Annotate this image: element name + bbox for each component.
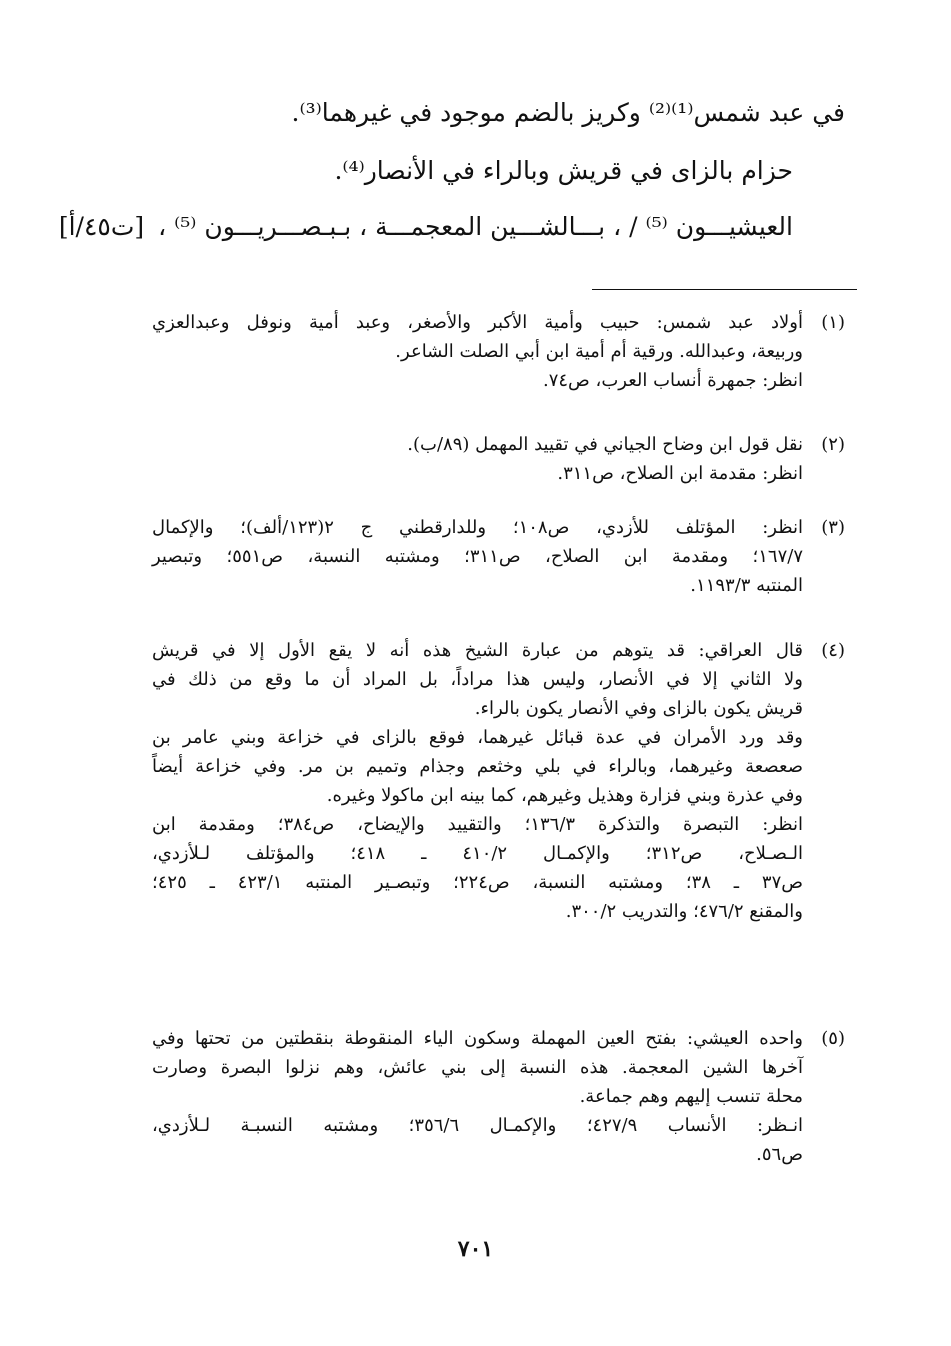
footnote-number: (٣) xyxy=(821,517,845,538)
footnote-body xyxy=(152,636,803,926)
footnote-number: (٤) xyxy=(821,640,845,661)
footnote-line: وقد ورد الأمران في عدة قبائل غيرهما، فوقع بالزاى في خزاعة وبني عامر بن xyxy=(152,727,803,748)
footnote-line: محلة تنسب إليهم وهم جماعة. xyxy=(579,1086,803,1107)
footnote-line: وفي عذرة وبني فزارة وهذيل وغيرهم، كما بينه ابن ماكولا وغيره. xyxy=(326,785,803,806)
footnote-line: انظر: المؤتلف للأزدي، ص١٠٨؛ وللدارقطني ج ٢(١٢٣/ألف)؛ والإكمال xyxy=(152,517,803,538)
main-text-line-3-text: العيشيـــون ⁽⁵⁾ / ، بـــالشـــين المعجمـــة ، بـبـصـــريـــون ⁽⁵⁾ ، xyxy=(158,212,793,241)
footnote-line: الـصـلاح، ص٣١٢؛ والإكمـال ٤١٠/٢ ـ ٤١٨؛ والمؤتلف لـلأزدي، xyxy=(152,843,804,864)
footnote-line: نقل قول ابن وضاح الجياني في تقييد المهمل (٨٩/ب). xyxy=(407,434,803,455)
footnote-body xyxy=(152,430,803,488)
main-text-line-3 xyxy=(59,210,793,244)
footnote-line: المنتبه ١١٩٣/٣. xyxy=(690,575,803,596)
footnote-line: أولاد عبد شمس: حبيب وأمية الأكبر والأصغر، وعبد أمية ونوفل وعبدالعزي xyxy=(152,312,803,333)
footnote-line: والمقنع ٤٧٦/٢؛ والتدريب ٣٠٠/٢. xyxy=(565,901,803,922)
main-text-line-1-text: في عبد شمس⁽¹⁾⁽²⁾ وكريز بالضم موجود في غيرهما⁽³⁾. xyxy=(291,98,845,127)
footnote-4 xyxy=(152,636,845,926)
footnote-line: ١٦٧/٧؛ ومقدمة ابن الصلاح، ص٣١١؛ ومشتبه النسبة، ص٥٥١؛ وتبصير xyxy=(152,546,803,567)
footnote-line: انـظر: الأنساب ٤٢٧/٩؛ والإكمـال ٣٥٦/٦؛ ومشتبه النسبـة لـلأزدي، xyxy=(152,1115,803,1136)
footnote-separator xyxy=(592,289,857,290)
footnote-body xyxy=(152,513,803,600)
footnote-number: (٢) xyxy=(821,434,845,455)
footnote-line: قال العراقي: قد يتوهم من عبارة الشيخ هذه أنه لا يقع الأول إلا في قريش xyxy=(152,640,803,661)
main-text-line-2 xyxy=(334,154,793,188)
folio-marker: [ت٤٥/أ] xyxy=(58,212,145,241)
footnote-line: واحده العيشي: بفتح العين المهملة وسكون الياء المنقوطة بنقطتين من تحتها وفي xyxy=(152,1028,803,1049)
main-text-line-1 xyxy=(292,96,845,130)
footnote-line: انظر: مقدمة ابن الصلاح، ص٣١١. xyxy=(557,463,803,484)
footnote-number: (١) xyxy=(821,312,845,333)
footnote-number: (٥) xyxy=(821,1028,845,1049)
main-text-line-2-text: حزام بالزاى في قريش وبالراء في الأنصار⁽⁴⁾. xyxy=(334,156,793,185)
footnote-1 xyxy=(152,308,845,395)
footnote-line: انظر: التبصرة والتذكرة ١٣٦/٣؛ والتقييد والإيضاح، ص٣٨٤؛ ومقدمة ابن xyxy=(152,814,803,835)
footnote-line: ص٣٧ ـ ٣٨؛ ومشتبه النسبة، ص٢٢٤؛ وتبصـير المنتبه ٤٢٣/١ ـ ٤٢٥؛ xyxy=(152,872,804,893)
footnote-line: قريش يكون بالزاى وفي الأنصار يكون بالراء. xyxy=(474,698,803,719)
footnote-5 xyxy=(152,1024,845,1169)
footnote-2 xyxy=(152,430,845,488)
footnote-line: آخرها الشين المعجمة. هذه النسبة إلى بني عائش، وهم نزلوا البصرة وصارت xyxy=(152,1057,803,1078)
page-number: ٧٠١ xyxy=(457,1236,494,1262)
footnote-line: انظر: جمهرة أنساب العرب، ص٧٤. xyxy=(542,370,803,391)
footnote-body xyxy=(152,1024,803,1169)
footnote-body xyxy=(152,308,803,395)
footnote-line: صعصعة وغيرهما، وبالراء في بلي وخثعم وجذام وتميم بن مر. وفي خزاعة أيضاً xyxy=(152,756,803,777)
footnote-line: ولا الثاني إلا في الأنصار، وليس هذا مراداً، بل المراد أن ما وقع من ذلك في xyxy=(152,669,803,690)
footnote-line: ص٥٦. xyxy=(756,1144,803,1165)
footnote-3 xyxy=(152,513,845,600)
footnote-line: وربيعة، وعبدالله. ورقية أم أمية ابن أبي الصلت الشاعر. xyxy=(395,341,803,362)
